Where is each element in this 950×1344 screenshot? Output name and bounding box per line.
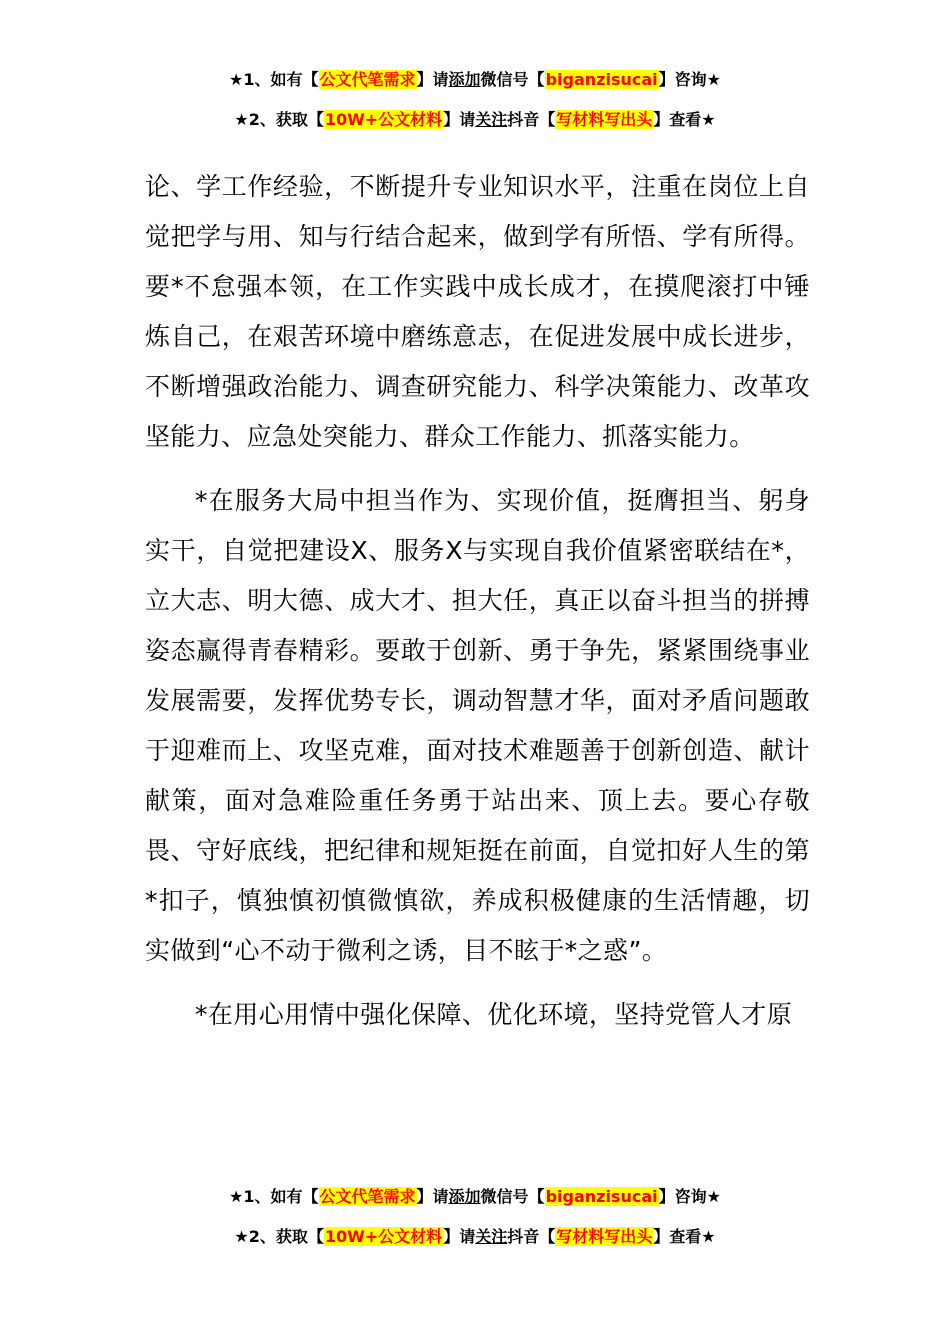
highlight-wechat-id: biganzisucai — [545, 70, 658, 89]
highlight-douyin-account: 写材料写出头 — [556, 110, 653, 129]
banner-line-1: ★1、如有【公文代笔需求】请添加微信号【biganzisucai】咨询★ — [229, 70, 721, 89]
footer-highlight-wechat-id: biganzisucai — [545, 1187, 658, 1206]
paragraph-1: 论、学工作经验，不断提升专业知识水平，注重在岗位上自觉把学与用、知与行结合起来，做到学有所悟、学有所得。要*不怠强本领，在工作实践中成长成才，在摸爬滚打中锤炼自己，在艰苦环境中磨练意志，在促进发展中成长进步，不断增强政治能力、调查研究能力、科学决策能力、改革攻坚能力、应急处突能力、群众工作能力、抓落实能力。 — [145, 172, 810, 451]
footer-line-2: ★2、获取【10W+公文材料】请关注抖音【写材料写出头】查看★ — [234, 1227, 716, 1246]
header-banner — [0, 69, 950, 149]
footer-highlight-writing-service: 公文代笔需求 — [319, 1187, 416, 1206]
paragraph-3: *在用心用情中强化保障、优化环境，坚持党管人才原 — [195, 1000, 793, 1029]
footer-highlight-douyin-account: 写材料写出头 — [556, 1227, 653, 1246]
footer-line-1: ★1、如有【公文代笔需求】请添加微信号【biganzisucai】咨询★ — [229, 1187, 721, 1206]
footer-highlight-materials: 10W+公文材料 — [324, 1227, 443, 1246]
highlight-writing-service: 公文代笔需求 — [319, 70, 416, 89]
highlight-materials: 10W+公文材料 — [324, 110, 443, 129]
footer-banner — [0, 1186, 950, 1266]
paragraph-2: *在服务大局中担当作为、实现价值，挺膺担当、躬身实干，自觉把建设X、服务X与实现自我价值紧密联结在*，立大志、明大德、成大才、担大任，真正以奋斗担当的拼搏姿态赢得青春精彩。要敢于创新、勇于争先，紧紧围绕事业发展需要，发挥优势专长，调动智慧才华，面对矛盾问题敢于迎难而上、攻坚克难，面对技术难题善于创新创造、献计献策，面对急难险重任务勇于站出来、顶上去。要心存敬畏、守好底线，把纪律和规矩挺在前面，自觉扣好人生的第*扣子，慎独慎初慎微慎欲，养成积极健康的生活情趣，切实做到“心不动于微利之诱，目不眩于*之惑”。 — [145, 486, 810, 965]
banner-line-2: ★2、获取【10W+公文材料】请关注抖音【写材料写出头】查看★ — [234, 110, 716, 129]
document-body — [145, 162, 810, 1040]
